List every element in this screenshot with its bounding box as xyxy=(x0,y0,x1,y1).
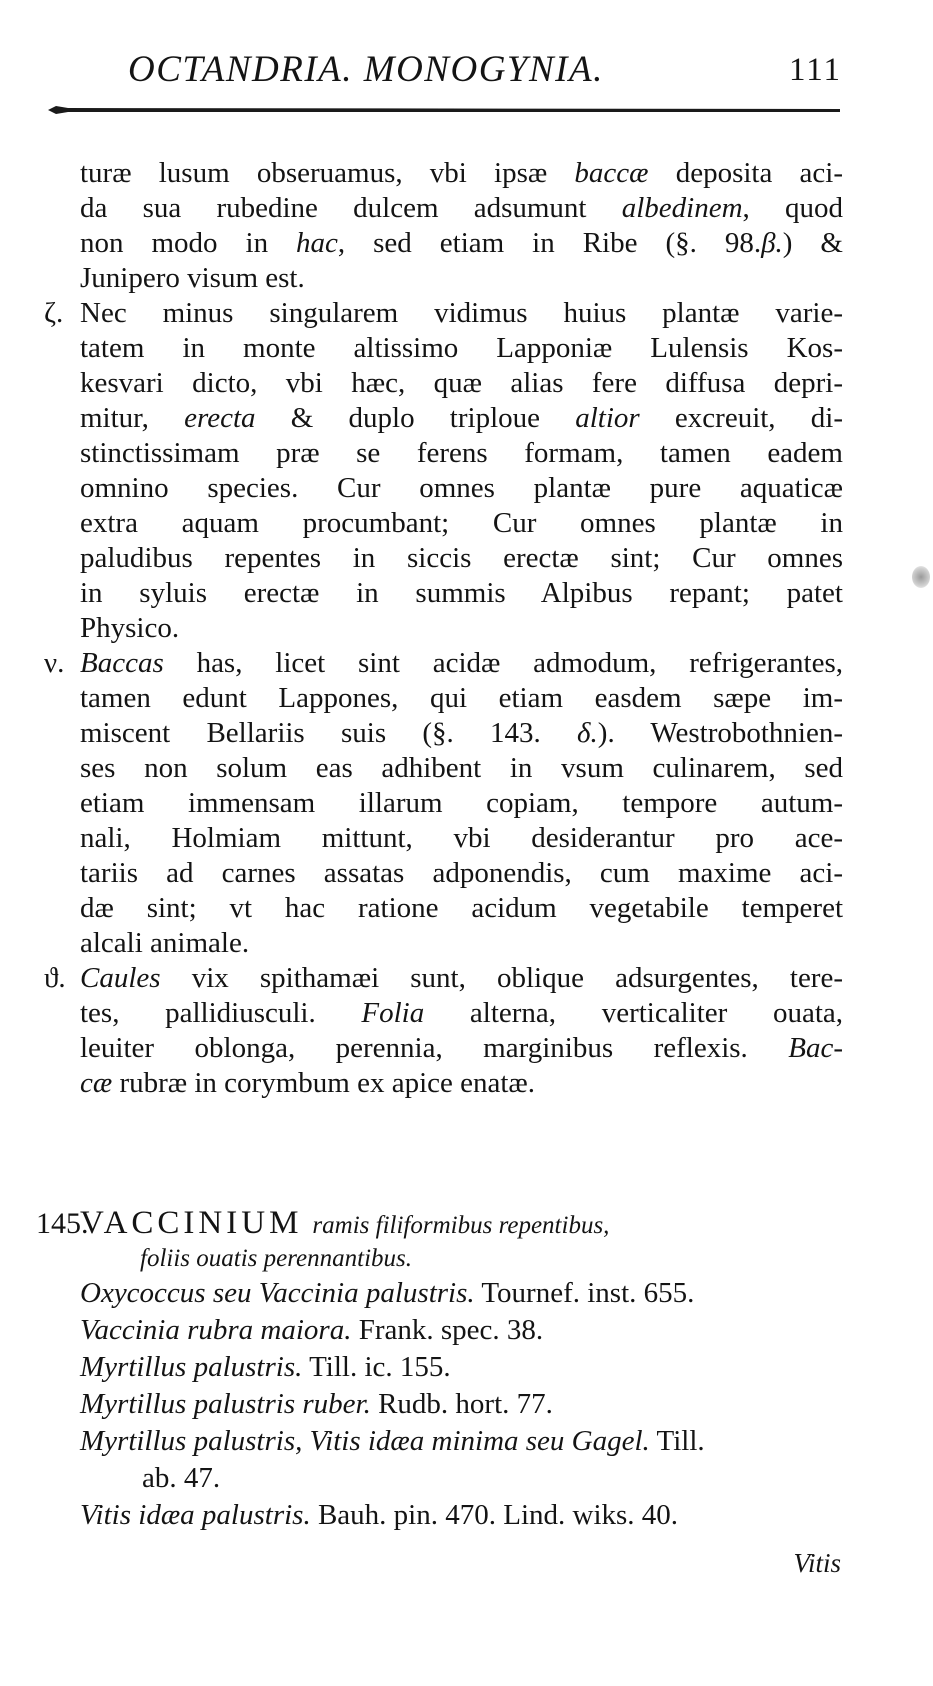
text-run: dæ sint; vt hac ratione acidum vegetabile temperet xyxy=(80,892,843,924)
text-run: omnino species. Cur omnes plantæ pure aquaticæ xyxy=(80,472,843,504)
synonym-line xyxy=(80,1349,843,1386)
italic-text: cæ xyxy=(80,1067,113,1099)
text-run: kesvari dicto, vbi hæc, quæ alias fere diffusa depri- xyxy=(80,367,843,399)
italic-text: Myrtillus palustris, Vitis idæa minima seu Gagel. xyxy=(80,1425,650,1457)
text-run: ). Westrobothnien- xyxy=(597,717,843,749)
text-line xyxy=(80,401,843,436)
italic-text: Oxycoccus seu Vaccinia palustris. xyxy=(80,1277,475,1309)
catchword: Vitis xyxy=(793,1548,841,1578)
synonym-line xyxy=(80,1497,843,1534)
text-line xyxy=(80,1031,843,1066)
text-run: & duplo triploue xyxy=(255,402,576,434)
text-run: tatem in monte altissimo Lapponiæ Lulensis Kos- xyxy=(80,332,843,364)
page-smudge xyxy=(912,566,930,588)
text-line xyxy=(80,226,843,261)
text-run: ) & xyxy=(782,227,843,259)
italic-text: Bac- xyxy=(788,1032,843,1064)
paragraph-marker: ν. xyxy=(44,647,65,679)
text-run: tamen edunt Lappones, qui etiam easdem sæpe im- xyxy=(80,682,843,714)
text-line xyxy=(80,751,843,786)
text-line xyxy=(80,716,843,751)
text-line xyxy=(80,156,843,191)
text-run: tes, pallidiusculi. xyxy=(80,997,362,1029)
text-line xyxy=(80,436,843,471)
text-line xyxy=(80,471,843,506)
text-run: stinctissimam præ se ferens formam, tamen eadem xyxy=(80,437,843,469)
text-run: rubræ in corymbum ex apice enatæ. xyxy=(112,1067,536,1099)
synonym-line xyxy=(80,1275,843,1312)
italic-text: Myrtillus palustris. xyxy=(80,1351,303,1383)
synonym-line xyxy=(80,1460,843,1497)
text-run: Till. xyxy=(649,1425,705,1457)
text-line xyxy=(44,961,843,996)
text-run: Nec minus singularem vidimus huius plantæ varie- xyxy=(80,297,843,329)
page-number: 111 xyxy=(788,52,842,88)
text-run: , sed etiam in Ribe (§. 98. xyxy=(337,227,762,259)
diagnosis-line-2: foliis ouatis perennantibus. xyxy=(140,1245,412,1272)
italic-text: Folia xyxy=(361,997,425,1029)
text-run: Junipero visum est. xyxy=(80,262,305,294)
synonym-line xyxy=(80,1312,843,1349)
synonym-line xyxy=(80,1386,843,1423)
italic-text: Vitis idæa palustris. xyxy=(80,1499,311,1531)
text-run: da sua rubedine dulcem adsumunt xyxy=(80,192,622,224)
species-heading xyxy=(36,1204,843,1242)
italic-text: erecta xyxy=(184,402,256,434)
diagnosis-line-1: ramis filiformibus repentibus, xyxy=(312,1212,610,1239)
text-line xyxy=(80,681,843,716)
text-run: ab. 47. xyxy=(142,1462,221,1494)
italic-text: β. xyxy=(761,227,783,259)
text-run: , quod xyxy=(742,192,843,224)
text-run: Physico. xyxy=(80,612,180,644)
text-line xyxy=(80,331,843,366)
text-line xyxy=(80,856,843,891)
text-line xyxy=(80,611,843,646)
text-run: excreuit, di- xyxy=(639,402,843,434)
text-line xyxy=(80,926,843,961)
text-run: Till. ic. 155. xyxy=(302,1351,451,1383)
species-number: 145. xyxy=(36,1207,89,1240)
text-run: has, licet sint acidæ admodum, refrigerantes, xyxy=(163,647,843,679)
text-run: Rudb. hort. 77. xyxy=(370,1388,553,1420)
text-run: ses non solum eas adhibent in vsum culinarem, sed xyxy=(80,752,843,784)
text-run: paludibus repentes in siccis erectæ sint; Cur omnes xyxy=(80,542,843,574)
paragraph xyxy=(44,296,843,646)
running-title: OCTANDRIA. MONOGYNIA. xyxy=(128,49,604,90)
genus-name: VACCINIUM xyxy=(80,1205,303,1241)
synonym-list xyxy=(80,1275,843,1534)
text-run: deposita aci- xyxy=(648,157,843,189)
text-run: Tournef. inst. 655. xyxy=(474,1277,695,1309)
page-header xyxy=(128,48,848,98)
italic-text: δ. xyxy=(577,717,598,749)
text-line xyxy=(80,366,843,401)
text-run: Bauh. pin. 470. Lind. wiks. 40. xyxy=(310,1499,679,1531)
paragraph xyxy=(44,961,843,1101)
text-run: miscent Bellariis suis (§. 143. xyxy=(80,717,578,749)
paragraph xyxy=(80,156,843,296)
italic-text: hac xyxy=(296,227,338,259)
text-run: extra aquam procumbant; Cur omnes plantæ in xyxy=(80,507,843,539)
text-line xyxy=(80,891,843,926)
text-run: etiam immensam illarum copiam, tempore autum- xyxy=(80,787,843,819)
text-line xyxy=(80,996,843,1031)
commentary-text xyxy=(44,156,843,1101)
paragraph xyxy=(44,646,843,961)
text-line xyxy=(80,1066,843,1101)
text-run: Frank. spec. 38. xyxy=(351,1314,544,1346)
italic-text: altior xyxy=(575,402,640,434)
text-run: alterna, verticaliter ouata, xyxy=(424,997,843,1029)
text-line xyxy=(44,646,843,681)
synonym-line xyxy=(80,1423,843,1460)
italic-text: Myrtillus palustris ruber. xyxy=(80,1388,371,1420)
italic-text: albedinem xyxy=(621,192,743,224)
text-run: in syluis erectæ in summis Alpibus repant; patet xyxy=(80,577,843,609)
header-rule xyxy=(48,104,840,116)
text-line xyxy=(44,296,843,331)
text-line xyxy=(80,576,843,611)
italic-text: Vaccinia rubra maiora. xyxy=(80,1314,352,1346)
species-entry xyxy=(36,1204,843,1534)
italic-text: Caules xyxy=(80,962,161,994)
italic-text: Baccas xyxy=(80,647,164,679)
text-run: non modo in xyxy=(80,227,297,259)
text-run: alcali animale. xyxy=(80,927,250,959)
text-run: mitur, xyxy=(80,402,185,434)
paragraph-marker: ζ. xyxy=(44,297,64,329)
text-line xyxy=(80,786,843,821)
italic-text: baccæ xyxy=(574,157,649,189)
text-line xyxy=(80,261,843,296)
text-line xyxy=(80,506,843,541)
text-line xyxy=(80,191,843,226)
text-run: leuiter oblonga, perennia, marginibus reflexis. xyxy=(80,1032,789,1064)
text-line xyxy=(80,541,843,576)
text-run: tariis ad carnes assatas adponendis, cum maxime aci- xyxy=(80,857,843,889)
text-run: nali, Holmiam mittunt, vbi desiderantur pro ace- xyxy=(80,822,843,854)
text-line xyxy=(80,821,843,856)
text-run: turæ lusum obseruamus, vbi ipsæ xyxy=(80,157,575,189)
paragraph-marker: ϑ. xyxy=(44,962,66,994)
text-run: vix spithamæi sunt, oblique adsurgentes, tere- xyxy=(160,962,843,994)
